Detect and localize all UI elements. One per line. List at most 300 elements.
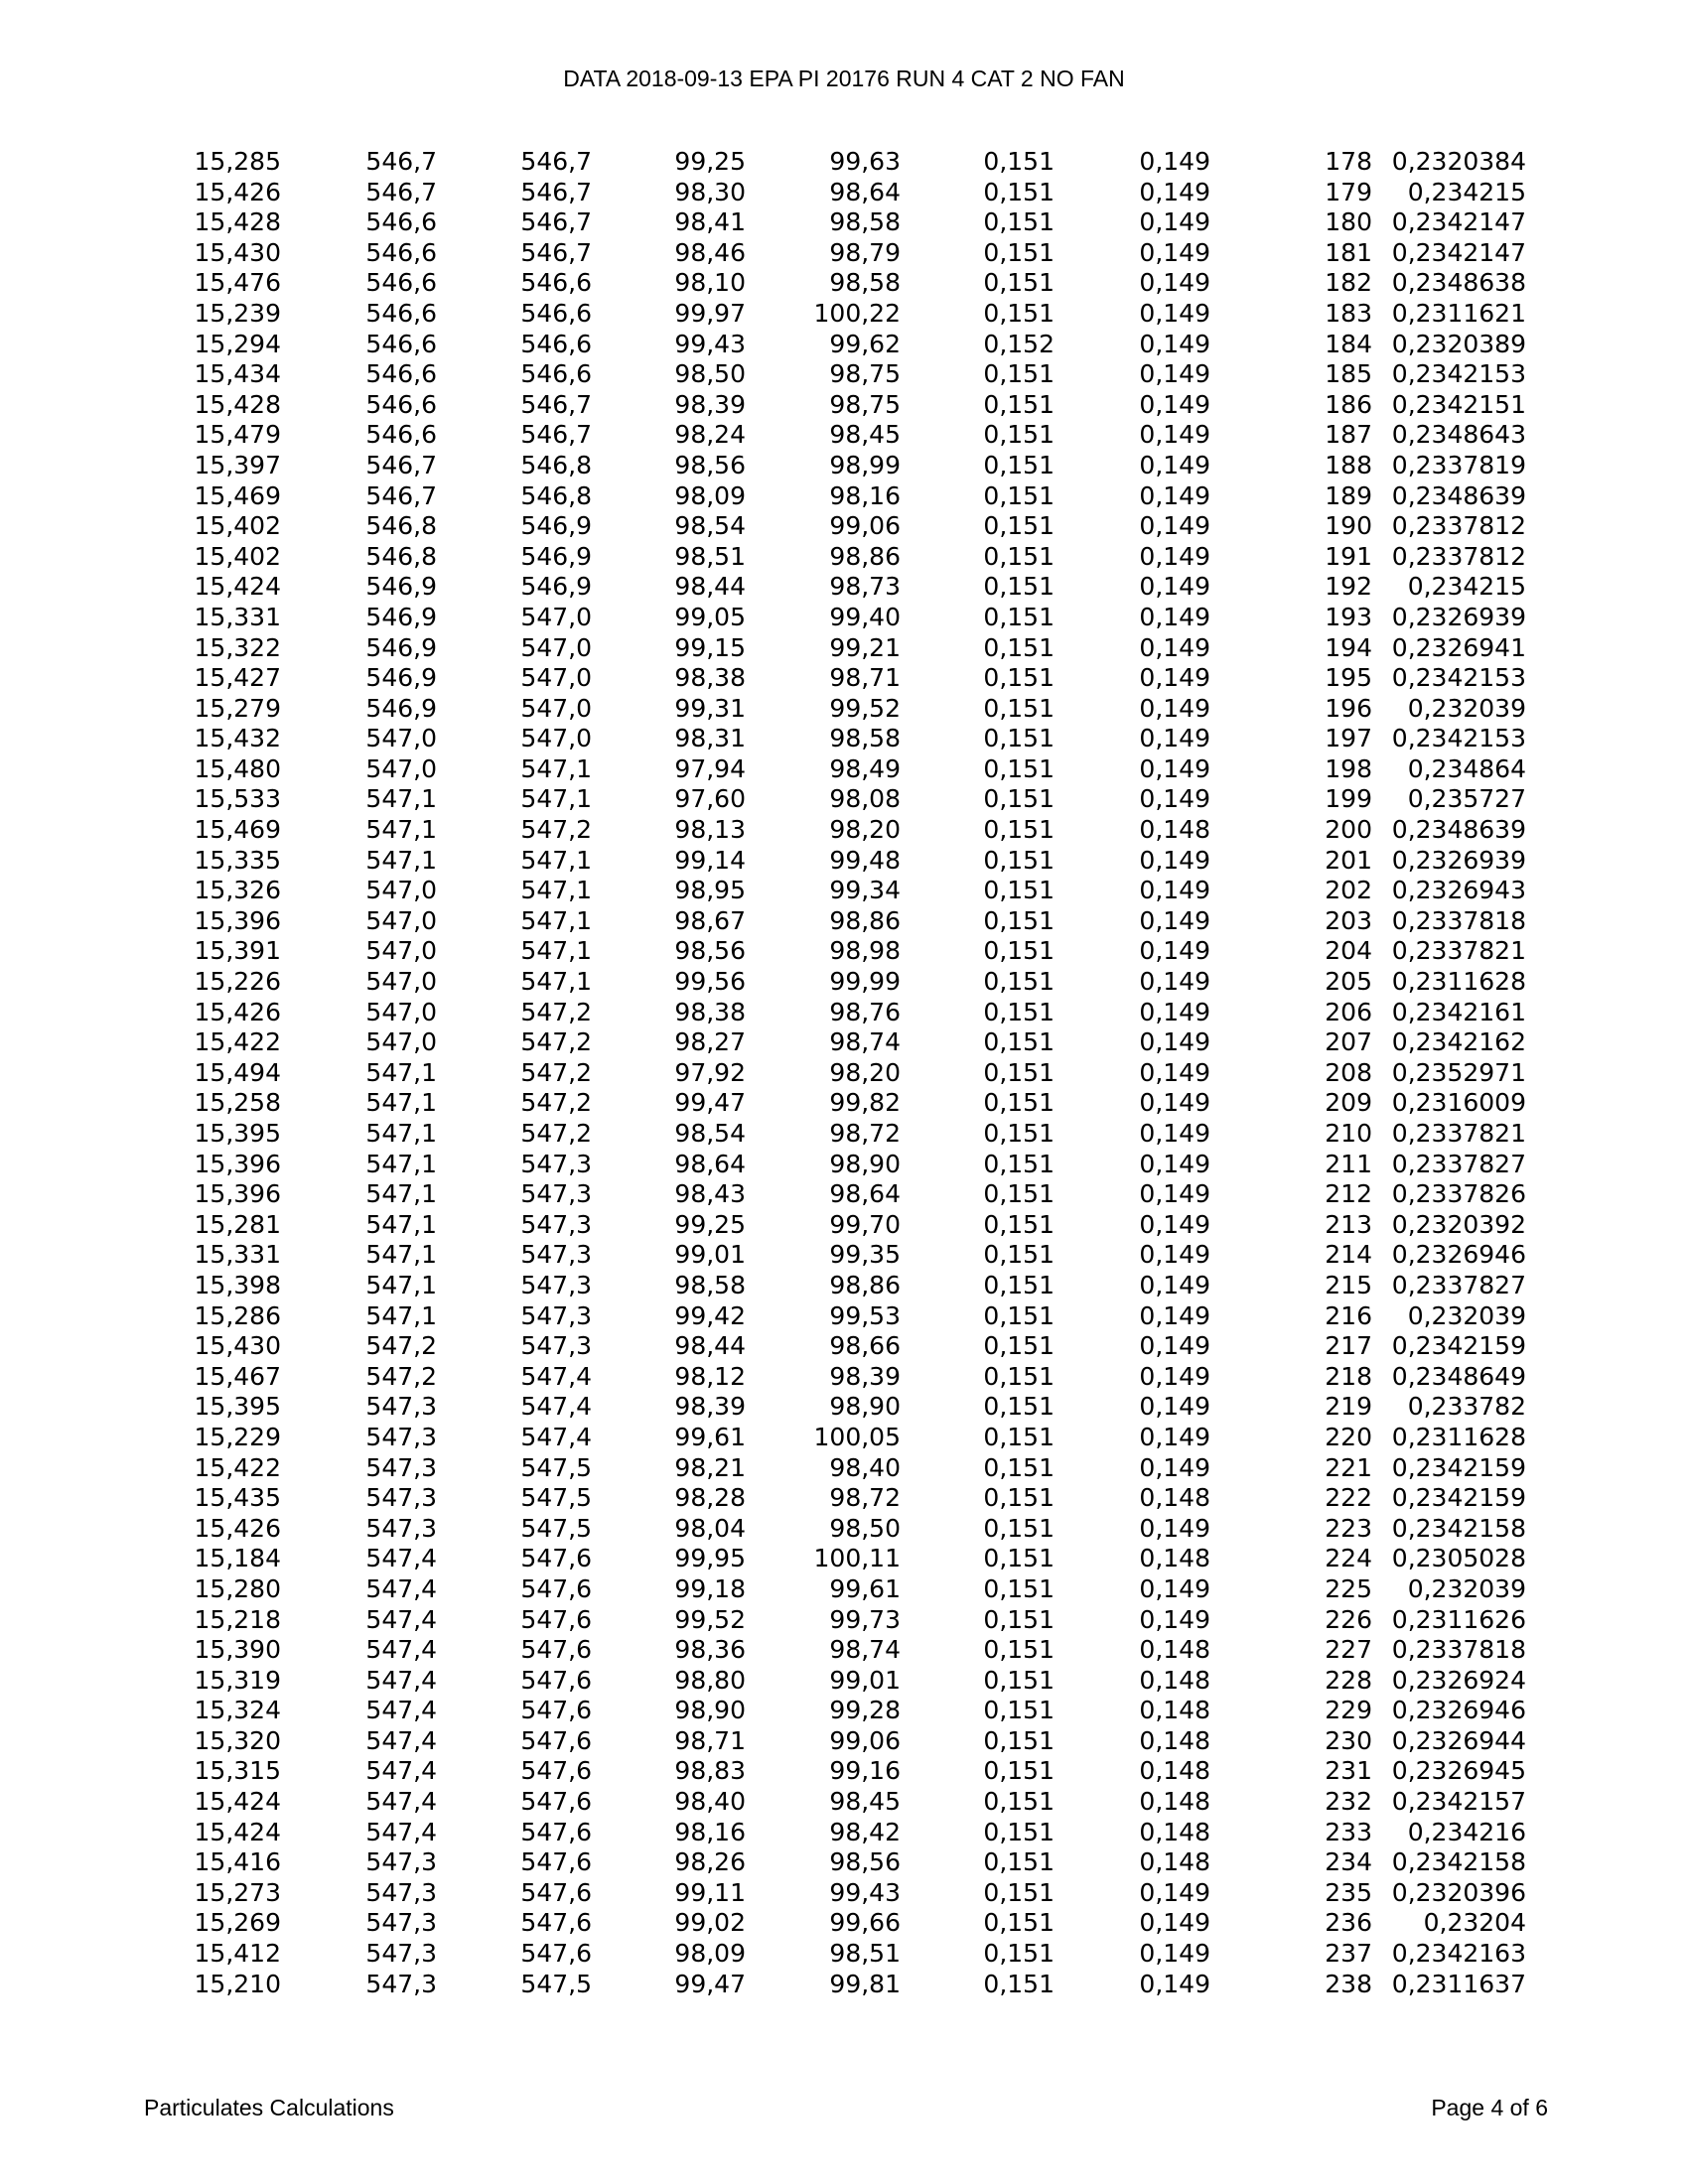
- table-cell: 546,6: [365, 389, 437, 419]
- table-cell: 0,149: [1139, 541, 1210, 571]
- table-cell: 0,151: [983, 1665, 1055, 1695]
- table-cell: 0,149: [1139, 905, 1210, 935]
- table-cell: 235: [1325, 1877, 1372, 1907]
- table-cell: 547,3: [520, 1179, 592, 1209]
- table-cell: 237: [1325, 1939, 1372, 1969]
- table-cell: 0,2342153: [1391, 663, 1526, 693]
- table-cell: 547,0: [365, 876, 437, 905]
- table-cell: 547,3: [365, 1392, 437, 1422]
- table-cell: 216: [1325, 1300, 1372, 1330]
- table-cell: 547,1: [520, 784, 592, 814]
- table-cell: 547,1: [365, 784, 437, 814]
- table-cell: 15,269: [194, 1908, 281, 1938]
- table-cell: 220: [1325, 1422, 1372, 1451]
- table-cell: 0,148: [1139, 1725, 1210, 1755]
- table-cell: 0,151: [983, 177, 1055, 206]
- table-cell: 546,6: [520, 268, 592, 298]
- table-cell: 0,149: [1139, 784, 1210, 814]
- table-cell: 0,148: [1139, 815, 1210, 845]
- table-cell: 0,148: [1139, 1696, 1210, 1725]
- table-cell: 197: [1325, 724, 1372, 753]
- table-cell: 98,49: [829, 753, 901, 783]
- table-cell: 15,435: [194, 1483, 281, 1513]
- table-cell: 198: [1325, 753, 1372, 783]
- table-cell: 546,7: [520, 177, 592, 206]
- table-cell: 211: [1325, 1149, 1372, 1178]
- table-cell: 547,6: [520, 1847, 592, 1877]
- table-cell: 0,234216: [1407, 1817, 1526, 1846]
- table-cell: 99,81: [829, 1969, 901, 1998]
- table-cell: 98,44: [674, 1331, 746, 1361]
- table-cell: 98,75: [829, 359, 901, 389]
- table-cell: 99,21: [829, 632, 901, 662]
- table-cell: 15,331: [194, 602, 281, 631]
- table-row: [0, 330, 1526, 360]
- table-cell: 184: [1325, 329, 1372, 358]
- table-row: [0, 784, 1526, 815]
- table-cell: 15,280: [194, 1573, 281, 1603]
- table-row: [0, 998, 1526, 1028]
- table-cell: 99,42: [674, 1300, 746, 1330]
- table-cell: 98,90: [829, 1392, 901, 1422]
- table-cell: 0,2342151: [1391, 389, 1526, 419]
- table-cell: 15,273: [194, 1877, 281, 1907]
- table-cell: 547,5: [520, 1452, 592, 1482]
- page-number: Page 4 of 6: [1431, 2095, 1548, 2120]
- table-cell: 547,6: [520, 1635, 592, 1665]
- table-cell: 0,151: [983, 1300, 1055, 1330]
- table-row: [0, 1635, 1526, 1666]
- table-cell: 0,149: [1139, 1939, 1210, 1969]
- table-cell: 0,151: [983, 511, 1055, 541]
- table-cell: 546,7: [365, 450, 437, 479]
- table-cell: 0,151: [983, 298, 1055, 328]
- table-cell: 98,51: [674, 541, 746, 571]
- table-cell: 99,52: [674, 1604, 746, 1634]
- table-cell: 0,2320389: [1391, 329, 1526, 358]
- table-cell: 0,149: [1139, 876, 1210, 905]
- table-cell: 98,39: [674, 389, 746, 419]
- table-row: [0, 1210, 1526, 1241]
- table-cell: 99,56: [674, 967, 746, 997]
- table-cell: 547,3: [520, 1149, 592, 1178]
- table-cell: 98,73: [829, 572, 901, 602]
- table-cell: 0,151: [983, 1270, 1055, 1299]
- table-cell: 181: [1325, 237, 1372, 267]
- table-cell: 546,6: [520, 359, 592, 389]
- table-cell: 0,151: [983, 724, 1055, 753]
- table-cell: 98,31: [674, 724, 746, 753]
- table-row: [0, 815, 1526, 846]
- table-cell: 201: [1325, 845, 1372, 875]
- table-cell: 0,151: [983, 967, 1055, 997]
- table-cell: 0,149: [1139, 450, 1210, 479]
- table-cell: 547,0: [365, 967, 437, 997]
- table-cell: 546,8: [520, 480, 592, 510]
- table-cell: 0,2337812: [1391, 511, 1526, 541]
- table-cell: 0,151: [983, 1422, 1055, 1451]
- table-cell: 0,151: [983, 207, 1055, 237]
- table-cell: 0,151: [983, 1817, 1055, 1846]
- table-cell: 547,3: [365, 1452, 437, 1482]
- table-cell: 221: [1325, 1452, 1372, 1482]
- table-cell: 0,23204: [1423, 1908, 1526, 1938]
- table-cell: 183: [1325, 298, 1372, 328]
- table-cell: 0,2316009: [1391, 1088, 1526, 1118]
- table-cell: 0,151: [983, 1787, 1055, 1817]
- table-cell: 0,151: [983, 1452, 1055, 1482]
- table-row: [0, 178, 1526, 208]
- table-cell: 0,151: [983, 1969, 1055, 1998]
- table-cell: 223: [1325, 1513, 1372, 1543]
- table-cell: 547,6: [520, 1725, 592, 1755]
- table-cell: 185: [1325, 359, 1372, 389]
- table-cell: 15,335: [194, 845, 281, 875]
- table-cell: 547,0: [520, 724, 592, 753]
- table-row: [0, 694, 1526, 725]
- table-cell: 0,2311628: [1391, 1422, 1526, 1451]
- table-cell: 546,6: [365, 420, 437, 450]
- table-cell: 99,18: [674, 1573, 746, 1603]
- table-cell: 547,2: [365, 1331, 437, 1361]
- table-cell: 0,151: [983, 632, 1055, 662]
- table-row: [0, 207, 1526, 238]
- table-cell: 233: [1325, 1817, 1372, 1846]
- table-cell: 98,04: [674, 1513, 746, 1543]
- table-cell: 0,2342147: [1391, 207, 1526, 237]
- table-cell: 0,151: [983, 1635, 1055, 1665]
- table-cell: 0,2348643: [1391, 420, 1526, 450]
- table-cell: 547,1: [520, 967, 592, 997]
- table-row: [0, 1514, 1526, 1545]
- table-cell: 227: [1325, 1635, 1372, 1665]
- table-cell: 0,151: [983, 1939, 1055, 1969]
- table-row: [0, 481, 1526, 512]
- table-cell: 15,395: [194, 1392, 281, 1422]
- table-cell: 99,16: [829, 1756, 901, 1786]
- table-cell: 15,430: [194, 237, 281, 267]
- table-cell: 0,151: [983, 480, 1055, 510]
- table-cell: 546,6: [365, 207, 437, 237]
- table-cell: 547,5: [520, 1969, 592, 1998]
- table-cell: 98,56: [829, 1847, 901, 1877]
- table-cell: 0,151: [983, 1696, 1055, 1725]
- table-cell: 98,20: [829, 1057, 901, 1087]
- table-row: [0, 1271, 1526, 1301]
- table-cell: 98,42: [829, 1817, 901, 1846]
- table-cell: 98,50: [674, 359, 746, 389]
- table-cell: 98,41: [674, 207, 746, 237]
- table-cell: 99,40: [829, 602, 901, 631]
- table-cell: 547,4: [520, 1422, 592, 1451]
- table-cell: 546,9: [520, 572, 592, 602]
- table-cell: 15,258: [194, 1088, 281, 1118]
- table-cell: 0,233782: [1407, 1392, 1526, 1422]
- table-cell: 100,11: [813, 1544, 901, 1573]
- table-cell: 0,2337819: [1391, 450, 1526, 479]
- table-cell: 547,3: [365, 1969, 437, 1998]
- table-cell: 0,2311637: [1391, 1969, 1526, 1998]
- table-row: [0, 1726, 1526, 1757]
- table-cell: 0,149: [1139, 572, 1210, 602]
- table-cell: 98,45: [829, 420, 901, 450]
- table-cell: 99,35: [829, 1240, 901, 1270]
- table-cell: 547,3: [365, 1483, 437, 1513]
- page-title: DATA 2018-09-13 EPA PI 20176 RUN 4 CAT 2 NO FAN: [563, 66, 1125, 91]
- table-row: [0, 1908, 1526, 1939]
- table-cell: 0,149: [1139, 753, 1210, 783]
- table-cell: 0,149: [1139, 1088, 1210, 1118]
- table-cell: 99,66: [829, 1908, 901, 1938]
- table-cell: 225: [1325, 1573, 1372, 1603]
- table-cell: 219: [1325, 1392, 1372, 1422]
- table-cell: 0,151: [983, 784, 1055, 814]
- table-cell: 15,391: [194, 936, 281, 966]
- table-cell: 0,2337826: [1391, 1179, 1526, 1209]
- table-cell: 0,2342161: [1391, 997, 1526, 1026]
- table-cell: 547,0: [365, 724, 437, 753]
- table-cell: 0,151: [983, 1847, 1055, 1877]
- table-cell: 228: [1325, 1665, 1372, 1695]
- table-cell: 15,480: [194, 753, 281, 783]
- table-cell: 547,3: [365, 1939, 437, 1969]
- table-cell: 98,16: [674, 1817, 746, 1846]
- table-cell: 98,58: [829, 207, 901, 237]
- table-cell: 0,149: [1139, 1908, 1210, 1938]
- table-cell: 99,52: [829, 693, 901, 723]
- table-cell: 0,149: [1139, 724, 1210, 753]
- table-cell: 212: [1325, 1179, 1372, 1209]
- table-cell: 15,533: [194, 784, 281, 814]
- table-cell: 0,151: [983, 815, 1055, 845]
- table-cell: 0,149: [1139, 936, 1210, 966]
- table-cell: 98,39: [829, 1361, 901, 1391]
- table-cell: 546,6: [520, 298, 592, 328]
- table-cell: 547,4: [365, 1725, 437, 1755]
- table-cell: 547,1: [365, 845, 437, 875]
- table-cell: 547,5: [520, 1513, 592, 1543]
- table-cell: 178: [1325, 147, 1372, 176]
- table-cell: 98,08: [829, 784, 901, 814]
- table-row: [0, 1301, 1526, 1332]
- table-cell: 15,422: [194, 1452, 281, 1482]
- table-cell: 0,2326941: [1391, 632, 1526, 662]
- table-cell: 547,6: [520, 1908, 592, 1938]
- table-cell: 15,412: [194, 1939, 281, 1969]
- table-cell: 97,94: [674, 753, 746, 783]
- table-cell: 15,424: [194, 572, 281, 602]
- table-cell: 98,76: [829, 997, 901, 1026]
- table-cell: 98,46: [674, 237, 746, 267]
- table-row: [0, 1574, 1526, 1605]
- table-cell: 15,434: [194, 359, 281, 389]
- table-cell: 546,6: [365, 298, 437, 328]
- table-cell: 98,67: [674, 905, 746, 935]
- table-cell: 546,7: [365, 177, 437, 206]
- table-cell: 547,1: [365, 1209, 437, 1239]
- table-cell: 213: [1325, 1209, 1372, 1239]
- table-row: [0, 906, 1526, 937]
- table-cell: 547,1: [520, 905, 592, 935]
- table-cell: 547,4: [365, 1604, 437, 1634]
- table-cell: 0,2320392: [1391, 1209, 1526, 1239]
- table-cell: 99,63: [829, 147, 901, 176]
- table-cell: 0,151: [983, 541, 1055, 571]
- table-cell: 0,151: [983, 1604, 1055, 1634]
- table-cell: 15,324: [194, 1696, 281, 1725]
- table-cell: 0,149: [1139, 1240, 1210, 1270]
- table-cell: 0,2342162: [1391, 1027, 1526, 1057]
- table-cell: 99,01: [674, 1240, 746, 1270]
- table-cell: 0,149: [1139, 298, 1210, 328]
- table-cell: 230: [1325, 1725, 1372, 1755]
- table-row: [0, 967, 1526, 998]
- table-cell: 15,402: [194, 541, 281, 571]
- table-cell: 99,53: [829, 1300, 901, 1330]
- table-cell: 0,151: [983, 1513, 1055, 1543]
- table-row: [0, 1605, 1526, 1636]
- table-row: [0, 936, 1526, 967]
- table-cell: 0,148: [1139, 1817, 1210, 1846]
- table-cell: 99,97: [674, 298, 746, 328]
- table-cell: 99,70: [829, 1209, 901, 1239]
- table-cell: 15,397: [194, 450, 281, 479]
- table-row: [0, 1970, 1526, 2000]
- table-cell: 193: [1325, 602, 1372, 631]
- table-cell: 98,90: [829, 1149, 901, 1178]
- table-cell: 98,40: [829, 1452, 901, 1482]
- table-cell: 0,149: [1139, 632, 1210, 662]
- table-cell: 0,234215: [1407, 177, 1526, 206]
- table-cell: 0,149: [1139, 1513, 1210, 1543]
- table-cell: 547,3: [365, 1847, 437, 1877]
- table-cell: 194: [1325, 632, 1372, 662]
- table-cell: 15,239: [194, 298, 281, 328]
- table-cell: 546,9: [365, 602, 437, 631]
- table-cell: 547,3: [365, 1422, 437, 1451]
- table-cell: 0,2348649: [1391, 1361, 1526, 1391]
- table-cell: 98,39: [674, 1392, 746, 1422]
- table-row: [0, 1150, 1526, 1180]
- table-cell: 236: [1325, 1908, 1372, 1938]
- table-cell: 547,0: [520, 602, 592, 631]
- table-cell: 0,234864: [1407, 753, 1526, 783]
- table-cell: 547,2: [520, 815, 592, 845]
- table-cell: 15,396: [194, 905, 281, 935]
- table-cell: 179: [1325, 177, 1372, 206]
- table-row: [0, 511, 1526, 542]
- table-cell: 99,62: [829, 329, 901, 358]
- table-row: [0, 1423, 1526, 1453]
- table-cell: 0,151: [983, 268, 1055, 298]
- table-cell: 0,151: [983, 1027, 1055, 1057]
- table-cell: 0,2337827: [1391, 1270, 1526, 1299]
- table-cell: 15,426: [194, 1513, 281, 1543]
- table-cell: 0,151: [983, 876, 1055, 905]
- table-cell: 224: [1325, 1544, 1372, 1573]
- table-cell: 0,2326939: [1391, 845, 1526, 875]
- table-cell: 99,73: [829, 1604, 901, 1634]
- table-cell: 547,4: [365, 1573, 437, 1603]
- table-cell: 99,43: [674, 329, 746, 358]
- table-cell: 547,3: [365, 1877, 437, 1907]
- table-cell: 210: [1325, 1119, 1372, 1148]
- table-cell: 0,149: [1139, 207, 1210, 237]
- table-cell: 15,315: [194, 1756, 281, 1786]
- table-cell: 0,151: [983, 572, 1055, 602]
- table-cell: 234: [1325, 1847, 1372, 1877]
- table-cell: 15,494: [194, 1057, 281, 1087]
- table-cell: 15,428: [194, 389, 281, 419]
- table-row: [0, 451, 1526, 481]
- table-cell: 547,1: [520, 876, 592, 905]
- table-cell: 15,218: [194, 1604, 281, 1634]
- table-cell: 547,3: [520, 1300, 592, 1330]
- table-cell: 98,43: [674, 1179, 746, 1209]
- table-cell: 98,90: [674, 1696, 746, 1725]
- table-cell: 547,4: [365, 1817, 437, 1846]
- table-cell: 15,320: [194, 1725, 281, 1755]
- table-cell: 0,2348638: [1391, 268, 1526, 298]
- table-cell: 0,2348639: [1391, 480, 1526, 510]
- table-cell: 100,05: [813, 1422, 901, 1451]
- table-cell: 547,4: [365, 1756, 437, 1786]
- table-cell: 0,149: [1139, 997, 1210, 1026]
- table-cell: 98,74: [829, 1635, 901, 1665]
- table-cell: 0,2337818: [1391, 905, 1526, 935]
- table-cell: 547,4: [365, 1544, 437, 1573]
- table-cell: 0,2326924: [1391, 1665, 1526, 1695]
- table-cell: 98,13: [674, 815, 746, 845]
- table-cell: 0,149: [1139, 1057, 1210, 1087]
- table-row: [0, 846, 1526, 877]
- table-cell: 15,476: [194, 268, 281, 298]
- table-cell: 547,1: [520, 936, 592, 966]
- table-cell: 15,281: [194, 1209, 281, 1239]
- table-cell: 238: [1325, 1969, 1372, 1998]
- table-cell: 98,12: [674, 1361, 746, 1391]
- table-cell: 0,151: [983, 237, 1055, 267]
- table-cell: 0,232039: [1407, 1573, 1526, 1603]
- table-cell: 0,149: [1139, 845, 1210, 875]
- table-cell: 547,0: [520, 663, 592, 693]
- table-row: [0, 1027, 1526, 1058]
- table-cell: 0,151: [983, 753, 1055, 783]
- table-cell: 196: [1325, 693, 1372, 723]
- table-cell: 0,2326939: [1391, 602, 1526, 631]
- table-cell: 98,30: [674, 177, 746, 206]
- table-cell: 0,151: [983, 1088, 1055, 1118]
- table-cell: 215: [1325, 1270, 1372, 1299]
- table-cell: 0,151: [983, 1119, 1055, 1148]
- table-row: [0, 876, 1526, 906]
- table-cell: 98,27: [674, 1027, 746, 1057]
- table-cell: 15,229: [194, 1422, 281, 1451]
- table-cell: 547,1: [365, 815, 437, 845]
- table-cell: 15,226: [194, 967, 281, 997]
- table-cell: 547,6: [520, 1544, 592, 1573]
- table-row: [0, 754, 1526, 785]
- table-cell: 547,2: [520, 1057, 592, 1087]
- table-cell: 0,2337827: [1391, 1149, 1526, 1178]
- table-cell: 0,2342163: [1391, 1939, 1526, 1969]
- table-cell: 99,25: [674, 1209, 746, 1239]
- table-cell: 98,26: [674, 1847, 746, 1877]
- table-cell: 98,21: [674, 1452, 746, 1482]
- table-cell: 0,151: [983, 1756, 1055, 1786]
- table-cell: 0,2337812: [1391, 541, 1526, 571]
- table-cell: 0,151: [983, 359, 1055, 389]
